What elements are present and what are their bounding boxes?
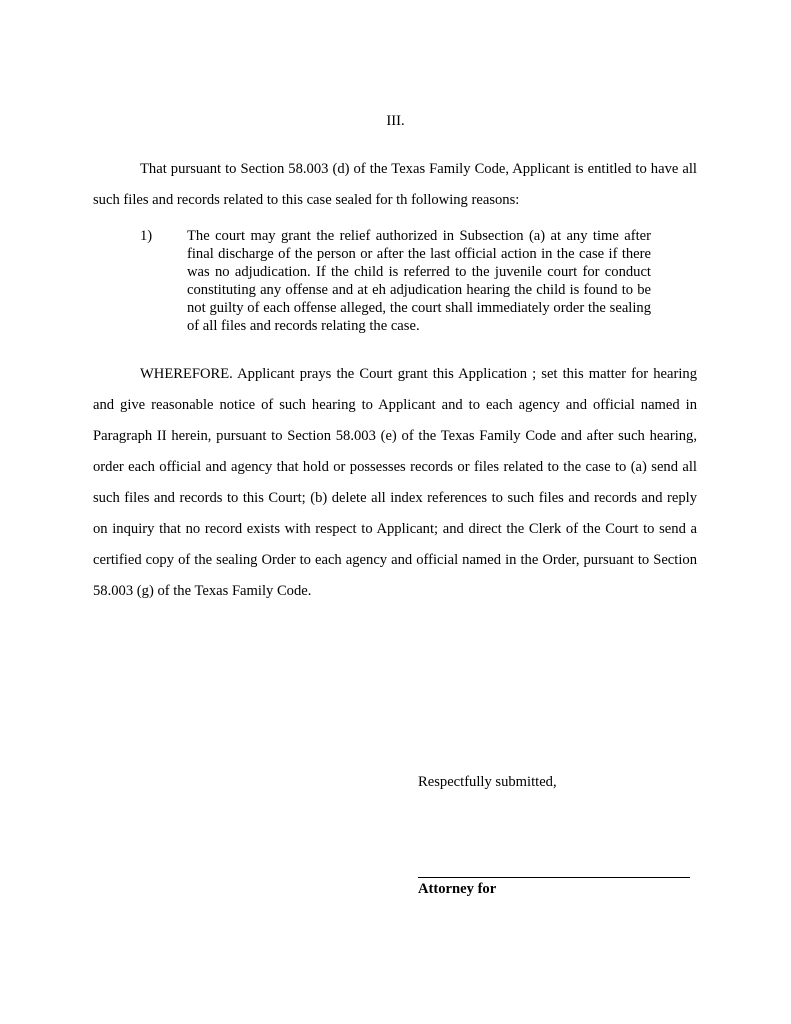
- wherefore-paragraph: [93, 359, 697, 607]
- signature-label: Attorney for: [418, 881, 497, 897]
- signature-line: [418, 877, 690, 878]
- signature-closing: Respectfully submitted,: [418, 774, 557, 790]
- intro-paragraph: [93, 154, 697, 216]
- reason-text: The court may grant the relief authorized in Subsection (a) at any time after final discharge of the person or after the last official action in the case if there was no adjudication. If the child is referred to the juvenile court for conduct constituting any offense and at eh adjudication hearing the child is found to be not guilty of each offense alleged, the court shall immediately order the sealing of all files and records relating the case.: [187, 228, 651, 334]
- section-number: III.: [386, 113, 405, 129]
- signature-block: [418, 773, 690, 897]
- wherefore-paragraph-text: WHEREFORE. Applicant prays the Court grant this Application ; set this matter for hearing and give reasonable notice of such hearing to Applicant and to each agency and official named in Paragraph II herein, pursuant to Section 58.003 (e) of the Texas Family Code and after such hearing, order each official and agency that hold or possesses records or files related to the case to (a) send all such files and records to this Court; (b) delete all index references to such files and records and reply on inquiry that no record exists with respect to Applicant; and direct the Clerk of the Court to send a certified copy of the sealing Order to each agency and official named in the Order, pursuant to Section 58.003 (g) of the Texas Family Code.: [93, 366, 697, 599]
- intro-paragraph-text: That pursuant to Section 58.003 (d) of the Texas Family Code, Applicant is entitled to have all such files and records related to this case sealed for th following reasons:: [93, 161, 697, 208]
- reason-number: 1): [140, 228, 153, 244]
